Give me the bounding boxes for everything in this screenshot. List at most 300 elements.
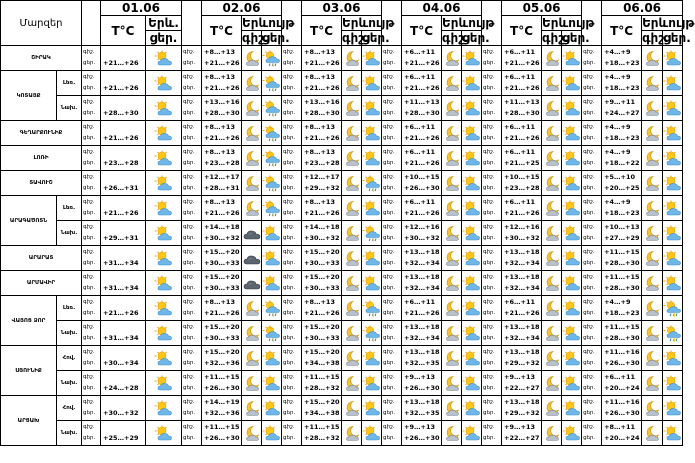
night-label: գիշ. <box>283 348 295 355</box>
weather-cell-day <box>262 71 282 96</box>
temperature-cell <box>101 246 146 271</box>
night-temp <box>103 47 145 59</box>
day-label: ցեր. <box>183 260 196 266</box>
day-temp: +21…+26 <box>404 59 440 67</box>
night-temp: +13…+16 <box>204 97 240 106</box>
night-temp <box>103 97 145 109</box>
dark-cloud-icon <box>242 275 261 292</box>
day-label: ցեր. <box>583 435 596 441</box>
day-temp: +28…+30 <box>103 109 139 117</box>
moon-cloud-icon <box>542 150 561 167</box>
day-label: ցեր. <box>483 310 496 316</box>
moon-cloud-icon <box>342 300 361 317</box>
day-label: ցեր. <box>283 285 296 291</box>
moon-cloud-icon <box>342 350 361 367</box>
day-temp: +32…+34 <box>504 259 540 267</box>
night-temp: +6…+11 <box>404 197 435 206</box>
temperature-cell <box>402 346 442 371</box>
temperature-cell <box>101 296 146 321</box>
night-label: գիշ. <box>383 248 395 255</box>
day-temp: +23…+28 <box>504 184 540 192</box>
night-label: գիշ. <box>183 298 195 305</box>
date-header-2: 02.06 <box>202 1 282 16</box>
night-temp: +6…+11 <box>504 122 536 131</box>
weather-cell-day <box>262 96 282 121</box>
day-label: ցեր. <box>283 210 296 216</box>
temperature-cell <box>202 221 242 246</box>
night-temp: +4…+9 <box>604 72 631 81</box>
table-row <box>1 346 683 371</box>
weather-cell-night <box>442 396 462 421</box>
sun-cloud-icon <box>262 400 281 417</box>
sun-cloud-icon <box>362 75 381 92</box>
time-labels <box>282 196 302 221</box>
temperature-cell <box>402 246 442 271</box>
night-label: գիշ. <box>583 148 595 155</box>
night-temp: +12…+16 <box>504 222 540 231</box>
weather-cell-night <box>642 396 663 421</box>
moon-cloud-icon <box>442 325 461 342</box>
temperature-cell <box>302 146 342 171</box>
weather-cell-day <box>262 221 282 246</box>
time-labels <box>82 396 101 421</box>
sun-cloud-icon <box>146 250 181 267</box>
sun-cloud-icon <box>562 300 581 317</box>
weather-cell <box>146 271 182 296</box>
day-temp: +34…+38 <box>304 359 340 367</box>
day-temp: +29…+32 <box>504 359 540 367</box>
sun-cloud-icon <box>462 225 481 242</box>
night-temp <box>103 297 145 309</box>
temperature-cell <box>502 171 542 196</box>
temperature-cell <box>302 71 342 96</box>
day-label: ցեր. <box>483 185 496 191</box>
weather-cell-night <box>242 296 262 321</box>
night-label: գիշ. <box>83 248 95 255</box>
sun-cloud-icon <box>562 225 581 242</box>
weather-cell-day <box>362 96 382 121</box>
weather-cell-night <box>442 346 462 371</box>
night-temp: +9…+13 <box>504 372 536 381</box>
day-label: ցեր. <box>483 410 496 416</box>
day-temp: +21…+26 <box>204 309 240 317</box>
temperature-cell <box>602 321 642 346</box>
weather-cell-day <box>462 271 482 296</box>
night-label: գիշ. <box>483 173 495 180</box>
day-label: ցեր. <box>383 285 396 291</box>
weather-cell-day <box>562 71 582 96</box>
weather-cell-night <box>442 371 462 396</box>
temperature-cell <box>402 71 442 96</box>
time-labels <box>382 121 402 146</box>
day-temp: +30…+32 <box>504 234 540 242</box>
day-temp: +22…+27 <box>504 384 540 392</box>
day-temp: +28…+32 <box>304 434 340 442</box>
night-temp: +8…+13 <box>204 297 235 306</box>
time-labels <box>282 396 302 421</box>
day-header: ցեր. <box>562 31 590 45</box>
temperature-cell <box>302 346 342 371</box>
day-temp: +28…+32 <box>304 384 340 392</box>
weather-cell-day <box>562 221 582 246</box>
moon-cloud-icon <box>542 425 561 442</box>
moon-cloud-icon <box>342 200 361 217</box>
moon-cloud-icon <box>542 325 561 342</box>
dark-cloud-icon <box>242 225 261 242</box>
zone-label: Լեռ. <box>57 71 82 96</box>
night-header: գիշ. <box>542 31 569 45</box>
time-labels <box>82 146 101 171</box>
weather-cell-night <box>342 196 362 221</box>
day-label: ցեր. <box>83 135 96 141</box>
night-label: գիշ. <box>383 123 395 130</box>
night-label: գիշ. <box>283 223 295 230</box>
sun-cloud-icon <box>146 300 181 317</box>
weather-cell-night <box>442 146 462 171</box>
moon-cloud-icon <box>342 250 361 267</box>
time-labels <box>482 271 502 296</box>
day-temp: +32…+34 <box>404 334 440 342</box>
time-labels <box>282 421 302 446</box>
night-label: գիշ. <box>583 73 595 80</box>
sun-cloud-icon <box>562 375 581 392</box>
day-temp: +21…+26 <box>404 309 440 317</box>
weather-cell-night <box>242 121 262 146</box>
temperature-cell <box>402 396 442 421</box>
sun-cloud-icon <box>146 75 181 92</box>
header-spacer <box>182 1 202 46</box>
day-temp: +21…+26 <box>504 309 540 317</box>
weather-cell-day <box>262 321 282 346</box>
day-label: ցեր. <box>83 285 96 291</box>
temperature-cell <box>101 371 146 396</box>
weather-cell-day <box>362 196 382 221</box>
night-label: գիշ. <box>283 48 295 55</box>
time-labels <box>182 46 202 71</box>
night-temp: +14…+18 <box>304 222 340 231</box>
sun-cloud-icon <box>262 275 281 292</box>
temperature-cell <box>502 246 542 271</box>
night-temp: +4…+9 <box>604 297 631 306</box>
night-label: գիշ. <box>83 398 95 405</box>
weather-cell-night <box>442 46 462 71</box>
sun-cloud-icon <box>462 75 481 92</box>
day-label: ցեր. <box>183 435 196 441</box>
night-label: գիշ. <box>583 123 595 130</box>
moon-cloud-icon <box>542 350 561 367</box>
night-label: գիշ. <box>483 423 495 430</box>
day-temp: +31…+34 <box>103 334 139 342</box>
sun-cloud-rain-icon <box>362 225 381 242</box>
moon-cloud-icon <box>242 350 261 367</box>
sun-cloud-icon <box>362 50 381 67</box>
night-label: գիշ. <box>383 423 395 430</box>
day-header: ցեր. <box>262 31 290 45</box>
night-temp: +8…+11 <box>604 422 636 431</box>
time-labels <box>282 71 302 96</box>
night-temp: +14…+18 <box>204 222 240 231</box>
sun-cloud-icon <box>262 425 281 442</box>
weather-cell-day <box>663 121 683 146</box>
sun-cloud-icon <box>562 175 581 192</box>
night-temp: +13…+18 <box>404 347 440 356</box>
time-labels <box>182 246 202 271</box>
sun-cloud-icon <box>146 400 181 417</box>
weather-cell-night <box>642 421 663 446</box>
day-temp: +24…+27 <box>604 109 640 117</box>
night-temp: +12…+16 <box>404 222 440 231</box>
weather-cell <box>146 421 182 446</box>
day-temp: +30…+33 <box>304 334 340 342</box>
night-label: գիշ. <box>183 248 195 255</box>
day-label: ցեր. <box>383 135 396 141</box>
night-temp: +15…+20 <box>204 272 240 281</box>
night-temp: +11…+13 <box>504 97 540 106</box>
time-labels <box>382 396 402 421</box>
sun-cloud-icon <box>663 275 682 292</box>
weather-cell-night <box>342 221 362 246</box>
weather-cell-night <box>242 221 262 246</box>
night-temp: +5…+10 <box>604 172 636 181</box>
night-label: գիշ. <box>383 398 395 405</box>
moon-cloud-icon <box>242 300 261 317</box>
temperature-cell <box>602 396 642 421</box>
sun-cloud-icon <box>462 200 481 217</box>
time-labels <box>582 346 602 371</box>
temperature-cell <box>402 96 442 121</box>
sun-cloud-icon <box>146 50 181 67</box>
day-label: ցեր. <box>183 85 196 91</box>
day-temp: +26…+30 <box>404 434 440 442</box>
weather-cell-day <box>562 46 582 71</box>
time-labels <box>582 396 602 421</box>
moon-cloud-icon <box>342 225 361 242</box>
moon-cloud-icon <box>642 225 662 242</box>
night-label: գիշ. <box>583 173 595 180</box>
day-label: ցեր. <box>83 160 96 166</box>
time-labels <box>182 146 202 171</box>
day-label: ցեր. <box>583 135 596 141</box>
temperature-cell <box>602 346 642 371</box>
night-temp: +8…+13 <box>304 197 335 206</box>
weather-cell-day <box>462 371 482 396</box>
time-labels <box>582 196 602 221</box>
day-temp: +21…+26 <box>504 134 540 142</box>
temperature-cell <box>302 271 342 296</box>
weather-cell-night <box>442 121 462 146</box>
temperature-cell <box>202 296 242 321</box>
weather-cell-day <box>562 421 582 446</box>
day-label: ցեր. <box>83 110 96 116</box>
moon-cloud-icon <box>642 100 662 117</box>
sun-cloud-icon <box>462 300 481 317</box>
weather-cell-day <box>362 171 382 196</box>
sun-cloud-icon <box>663 100 682 117</box>
day-temp: +21…+26 <box>204 59 240 67</box>
weather-cell <box>146 371 182 396</box>
time-labels <box>382 321 402 346</box>
time-labels <box>182 221 202 246</box>
day-temp: +28…+30 <box>604 259 640 267</box>
moon-cloud-icon <box>442 300 461 317</box>
region-name: ԱՐԱՐԱՏ <box>1 246 82 271</box>
table-row <box>1 321 683 346</box>
weather-cell-night <box>642 121 663 146</box>
moon-cloud-icon <box>642 200 662 217</box>
sun-cloud-icon <box>663 125 682 142</box>
night-temp <box>103 397 145 409</box>
moon-cloud-icon <box>642 250 662 267</box>
day-temp: +21…+26 <box>304 209 340 217</box>
weather-cell-day <box>562 121 582 146</box>
time-labels <box>482 221 502 246</box>
weather-cell-day <box>362 421 382 446</box>
time-labels <box>382 346 402 371</box>
weather-cell-day <box>663 421 683 446</box>
sun-cloud-icon <box>663 250 682 267</box>
time-labels <box>582 246 602 271</box>
sun-cloud-icon <box>562 75 581 92</box>
weather-cell-night <box>342 271 362 296</box>
day-label: ցեր. <box>83 360 96 366</box>
temperature-cell <box>402 171 442 196</box>
night-temp: +6…+11 <box>504 72 536 81</box>
temperature-cell <box>602 221 642 246</box>
weather-cell-day <box>462 46 482 71</box>
temperature-cell <box>101 96 146 121</box>
moon-cloud-icon <box>542 375 561 392</box>
sun-cloud-icon <box>562 400 581 417</box>
night-label: գիշ. <box>83 423 95 430</box>
moon-cloud-icon <box>442 75 461 92</box>
weather-cell-day <box>262 371 282 396</box>
day-temp: +25…+29 <box>103 434 139 442</box>
day-label: ցեր. <box>83 235 96 241</box>
night-label: գիշ. <box>83 148 95 155</box>
day-temp: +30…+33 <box>204 284 240 292</box>
day-temp: +23…+28 <box>304 159 340 167</box>
table-row <box>1 221 683 246</box>
time-labels <box>82 71 101 96</box>
night-temp: +6…+11 <box>404 147 435 156</box>
moon-cloud-icon <box>342 275 361 292</box>
weather-cell-night <box>442 246 462 271</box>
zone-label: Նախ. <box>57 321 82 346</box>
temperature-cell <box>502 46 542 71</box>
day-label: ցեր. <box>283 410 296 416</box>
day-label: ցեր. <box>283 85 296 91</box>
time-labels <box>182 346 202 371</box>
day-label: ցեր. <box>283 185 296 191</box>
day-label: ցեր. <box>583 385 596 391</box>
night-temp: +11…+15 <box>304 422 340 431</box>
phenomenon-header: Երևույթ <box>542 16 595 30</box>
sun-cloud-rain-icon <box>362 325 381 342</box>
night-label: գիշ. <box>183 398 195 405</box>
weather-cell-night <box>642 146 663 171</box>
moon-cloud-icon <box>542 200 561 217</box>
weather-cell-night <box>542 71 562 96</box>
day-label: ցեր. <box>583 235 596 241</box>
night-label: գիշ. <box>283 423 295 430</box>
temperature-cell <box>402 121 442 146</box>
weather-cell-day <box>462 321 482 346</box>
weather-cell-day <box>663 271 683 296</box>
day-temp: +21…+26 <box>504 59 540 67</box>
weather-cell <box>146 121 182 146</box>
day-temp: +26…+30 <box>204 434 240 442</box>
time-labels <box>482 196 502 221</box>
day-label: ցեր. <box>483 360 496 366</box>
sun-cloud-rain-icon <box>262 100 281 117</box>
sun-cloud-icon <box>146 350 181 367</box>
day-temp: +18…+23 <box>604 209 640 217</box>
weather-cell-day <box>362 121 382 146</box>
day-label: ցեր. <box>183 210 196 216</box>
weather-cell-day <box>462 146 482 171</box>
night-temp <box>103 197 145 209</box>
date-header-3: 03.06 <box>302 1 382 16</box>
time-labels <box>482 396 502 421</box>
temp-unit-header: T°C <box>302 16 342 46</box>
temperature-cell <box>602 246 642 271</box>
night-label: գիշ. <box>583 98 595 105</box>
zone-label: Նախ. <box>57 221 82 246</box>
temperature-cell <box>101 46 146 71</box>
day-temp: +21…+26 <box>204 134 240 142</box>
weather-cell-night <box>342 321 362 346</box>
sun-cloud-icon <box>462 325 481 342</box>
weather-cell-day <box>562 96 582 121</box>
night-label: գիշ. <box>383 298 395 305</box>
moon-cloud-icon <box>542 225 561 242</box>
day-label: ցեր. <box>183 385 196 391</box>
day-temp: +26…+31 <box>103 184 139 192</box>
date-header-6: 06.06 <box>602 1 683 16</box>
sun-cloud-icon <box>562 125 581 142</box>
table-row <box>1 246 683 271</box>
time-labels <box>282 246 302 271</box>
weather-cell-night <box>442 71 462 96</box>
day-label: ցեր. <box>83 185 96 191</box>
day-label: ցեր. <box>183 335 196 341</box>
day-temp: +20…+24 <box>604 384 640 392</box>
time-labels <box>482 421 502 446</box>
day-temp: +29…+32 <box>304 184 340 192</box>
night-label: գիշ. <box>483 348 495 355</box>
night-label: գիշ. <box>483 73 495 80</box>
night-label: գիշ. <box>283 173 295 180</box>
sun-cloud-icon <box>462 100 481 117</box>
day-label: ցեր. <box>583 410 596 416</box>
moon-cloud-icon <box>342 175 361 192</box>
moon-cloud-icon <box>342 400 361 417</box>
night-temp <box>103 222 145 234</box>
night-label: գիշ. <box>583 423 595 430</box>
sun-cloud-icon <box>462 350 481 367</box>
night-temp: +8…+13 <box>304 147 335 156</box>
night-temp: +11…+13 <box>404 97 440 106</box>
day-temp: +30…+32 <box>404 234 440 242</box>
moon-cloud-icon <box>442 275 461 292</box>
sun-cloud-icon <box>562 150 581 167</box>
weather-cell-day <box>562 396 582 421</box>
night-label: գիշ. <box>183 73 195 80</box>
night-label: գիշ. <box>483 323 495 330</box>
night-temp: +6…+11 <box>504 47 536 56</box>
night-temp: +11…+16 <box>604 397 640 406</box>
temperature-cell <box>302 421 342 446</box>
